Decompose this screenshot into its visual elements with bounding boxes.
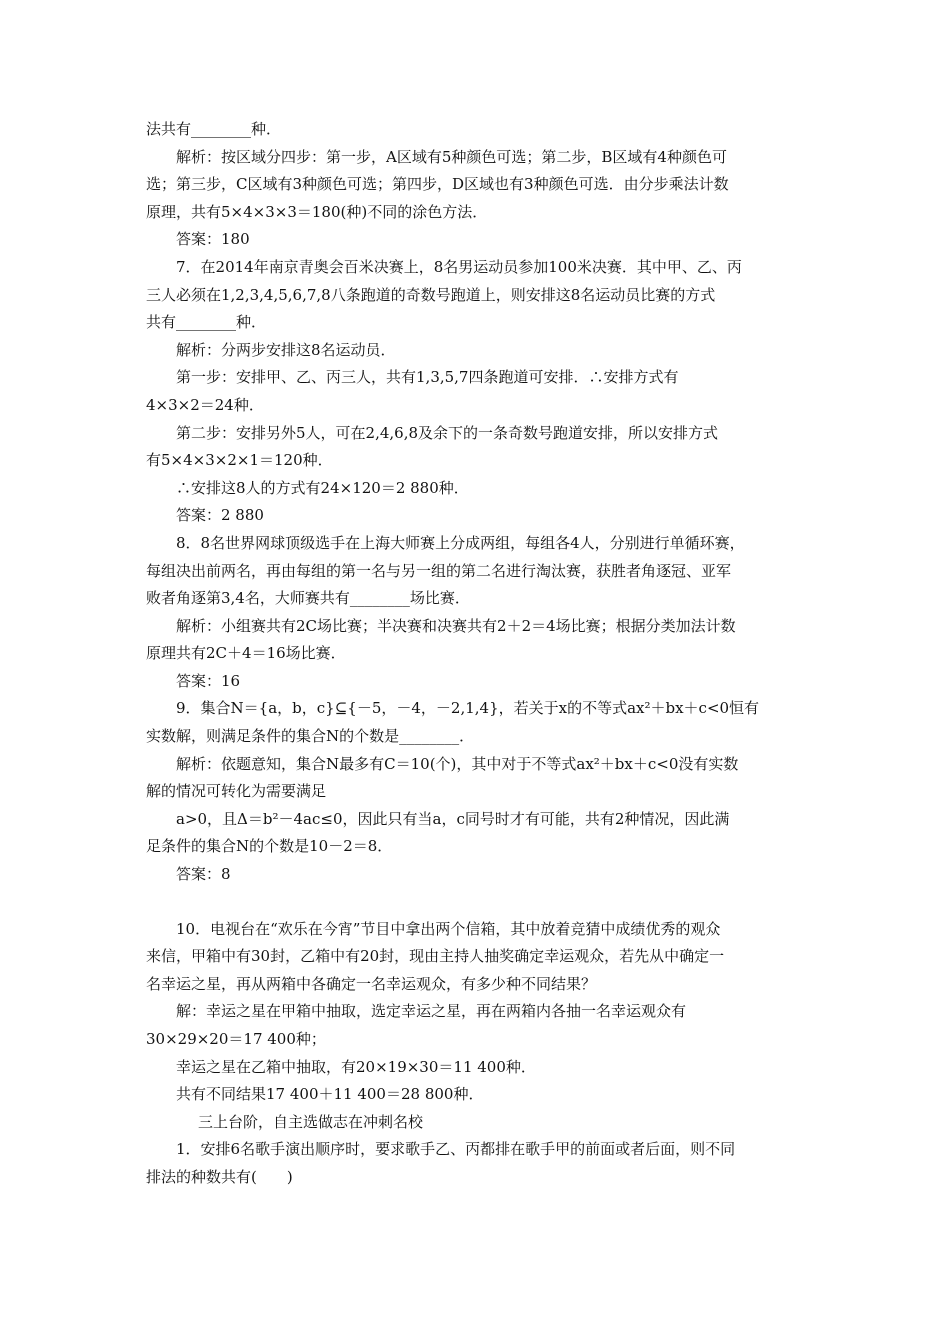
text-line: 8．8名世界网球顶级选手在上海大师赛上分成两组，每组各4人，分别进行单循环赛， (176, 533, 745, 552)
text-line: 选；第三步，C区域有3种颜色可选；第四步，D区域也有3种颜色可选．由分步乘法计数 (146, 175, 729, 194)
text-line: 答案：8 (176, 865, 231, 884)
text-line: 共有________种． (146, 313, 267, 332)
text-line: 足条件的集合N的个数是10－2＝8． (146, 837, 393, 856)
text-line: 原理共有2C＋4＝16场比赛． (146, 644, 346, 663)
text-line: 4×3×2＝24种． (146, 395, 264, 414)
text-line: 原理，共有5×4×3×3＝180(种)不同的涂色方法． (146, 202, 488, 221)
text-line: 9．集合N＝{a，b，c}⊆{－5，－4，－2,1,4}，若关于x的不等式ax²＋bx＋c<0恒有 (176, 699, 760, 718)
text-line: 解析：按区域分四步：第一步，A区域有5种颜色可选；第二步，B区域有4种颜色可 (176, 147, 727, 166)
text-line: 名幸运之星，再从两箱中各确定一名幸运观众，有多少种不同结果？ (146, 974, 597, 993)
text-line: a>0，且Δ＝b²－4ac≤0，因此只有当a，c同号时才有可能，共有2种情况，因此满 (176, 809, 730, 828)
text-line: 第一步：安排甲、乙、丙三人，共有1,3,5,7四条跑道可安排．∴安排方式有 (176, 368, 679, 387)
text-line: 排法的种数共有( ) (146, 1167, 293, 1186)
text-line: 败者角逐第3,4名，大师赛共有________场比赛． (146, 589, 470, 608)
text-line: 来信，甲箱中有30封，乙箱中有20封，现由主持人抽奖确定幸运观众，若先从中确定一 (146, 947, 725, 966)
text-line: 1．安排6名歌手演出顺序时，要求歌手乙、丙都排在歌手甲的前面或者后面，则不同 (176, 1140, 736, 1159)
text-line: 法共有________种． (146, 120, 282, 138)
blank-line (146, 889, 806, 916)
text-line: ∴安排这8人的方式有24×120＝2 880种． (176, 478, 469, 497)
document-page (146, 116, 806, 1192)
text-line: 共有不同结果17 400＋11 400＝28 800种． (176, 1085, 484, 1104)
text-line: 第二步：安排另外5人，可在2,4,6,8及余下的一条奇数号跑道安排，所以安排方式 (176, 423, 719, 442)
text-line: 7．在2014年南京青奥会百米决赛上，8名男运动员参加100米决赛．其中甲、乙、丙 (176, 257, 742, 276)
text-line: 幸运之星在乙箱中抽取，有20×19×30＝11 400种． (176, 1057, 536, 1076)
text-line: 答案：180 (176, 230, 250, 249)
text-line: 有5×4×3×2×1＝120种． (146, 451, 333, 470)
text-line: 答案：2 880 (176, 506, 264, 525)
text-line: 30×29×20＝17 400种； (146, 1030, 326, 1048)
text-line: 三上台阶，自主选做志在冲刺名校 (198, 1112, 424, 1131)
text-line: 每组决出前两名，再由每组的第一名与另一组的第二名进行淘汰赛，获胜者角逐冠、亚军 (146, 561, 732, 580)
text-line: 解析：分两步安排这8名运动员． (176, 340, 396, 359)
text-line: 解析：依题意知，集合N最多有C＝10(个)，其中对于不等式ax²＋bx＋c<0没有实数 (176, 754, 739, 773)
text-line: 解的情况可转化为需要满足 (146, 782, 327, 801)
text-line: 解：幸运之星在甲箱中抽取，选定幸运之星，再在两箱内各抽一名幸运观众有 (176, 1002, 687, 1021)
text-line: 实数解，则满足条件的集合N的个数是________． (146, 727, 475, 746)
text-line: 10．电视台在“欢乐在今宵”节目中拿出两个信箱，其中放着竞猜中成绩优秀的观众 (176, 919, 721, 938)
text-line: 答案：16 (176, 671, 241, 690)
text-line: 三人必须在1,2,3,4,5,6,7,8八条跑道的奇数号跑道上，则安排这8名运动员比赛的方式 (146, 285, 716, 304)
text-line: 解析：小组赛共有2C场比赛；半决赛和决赛共有2＋2＝4场比赛；根据分类加法计数 (176, 616, 736, 635)
